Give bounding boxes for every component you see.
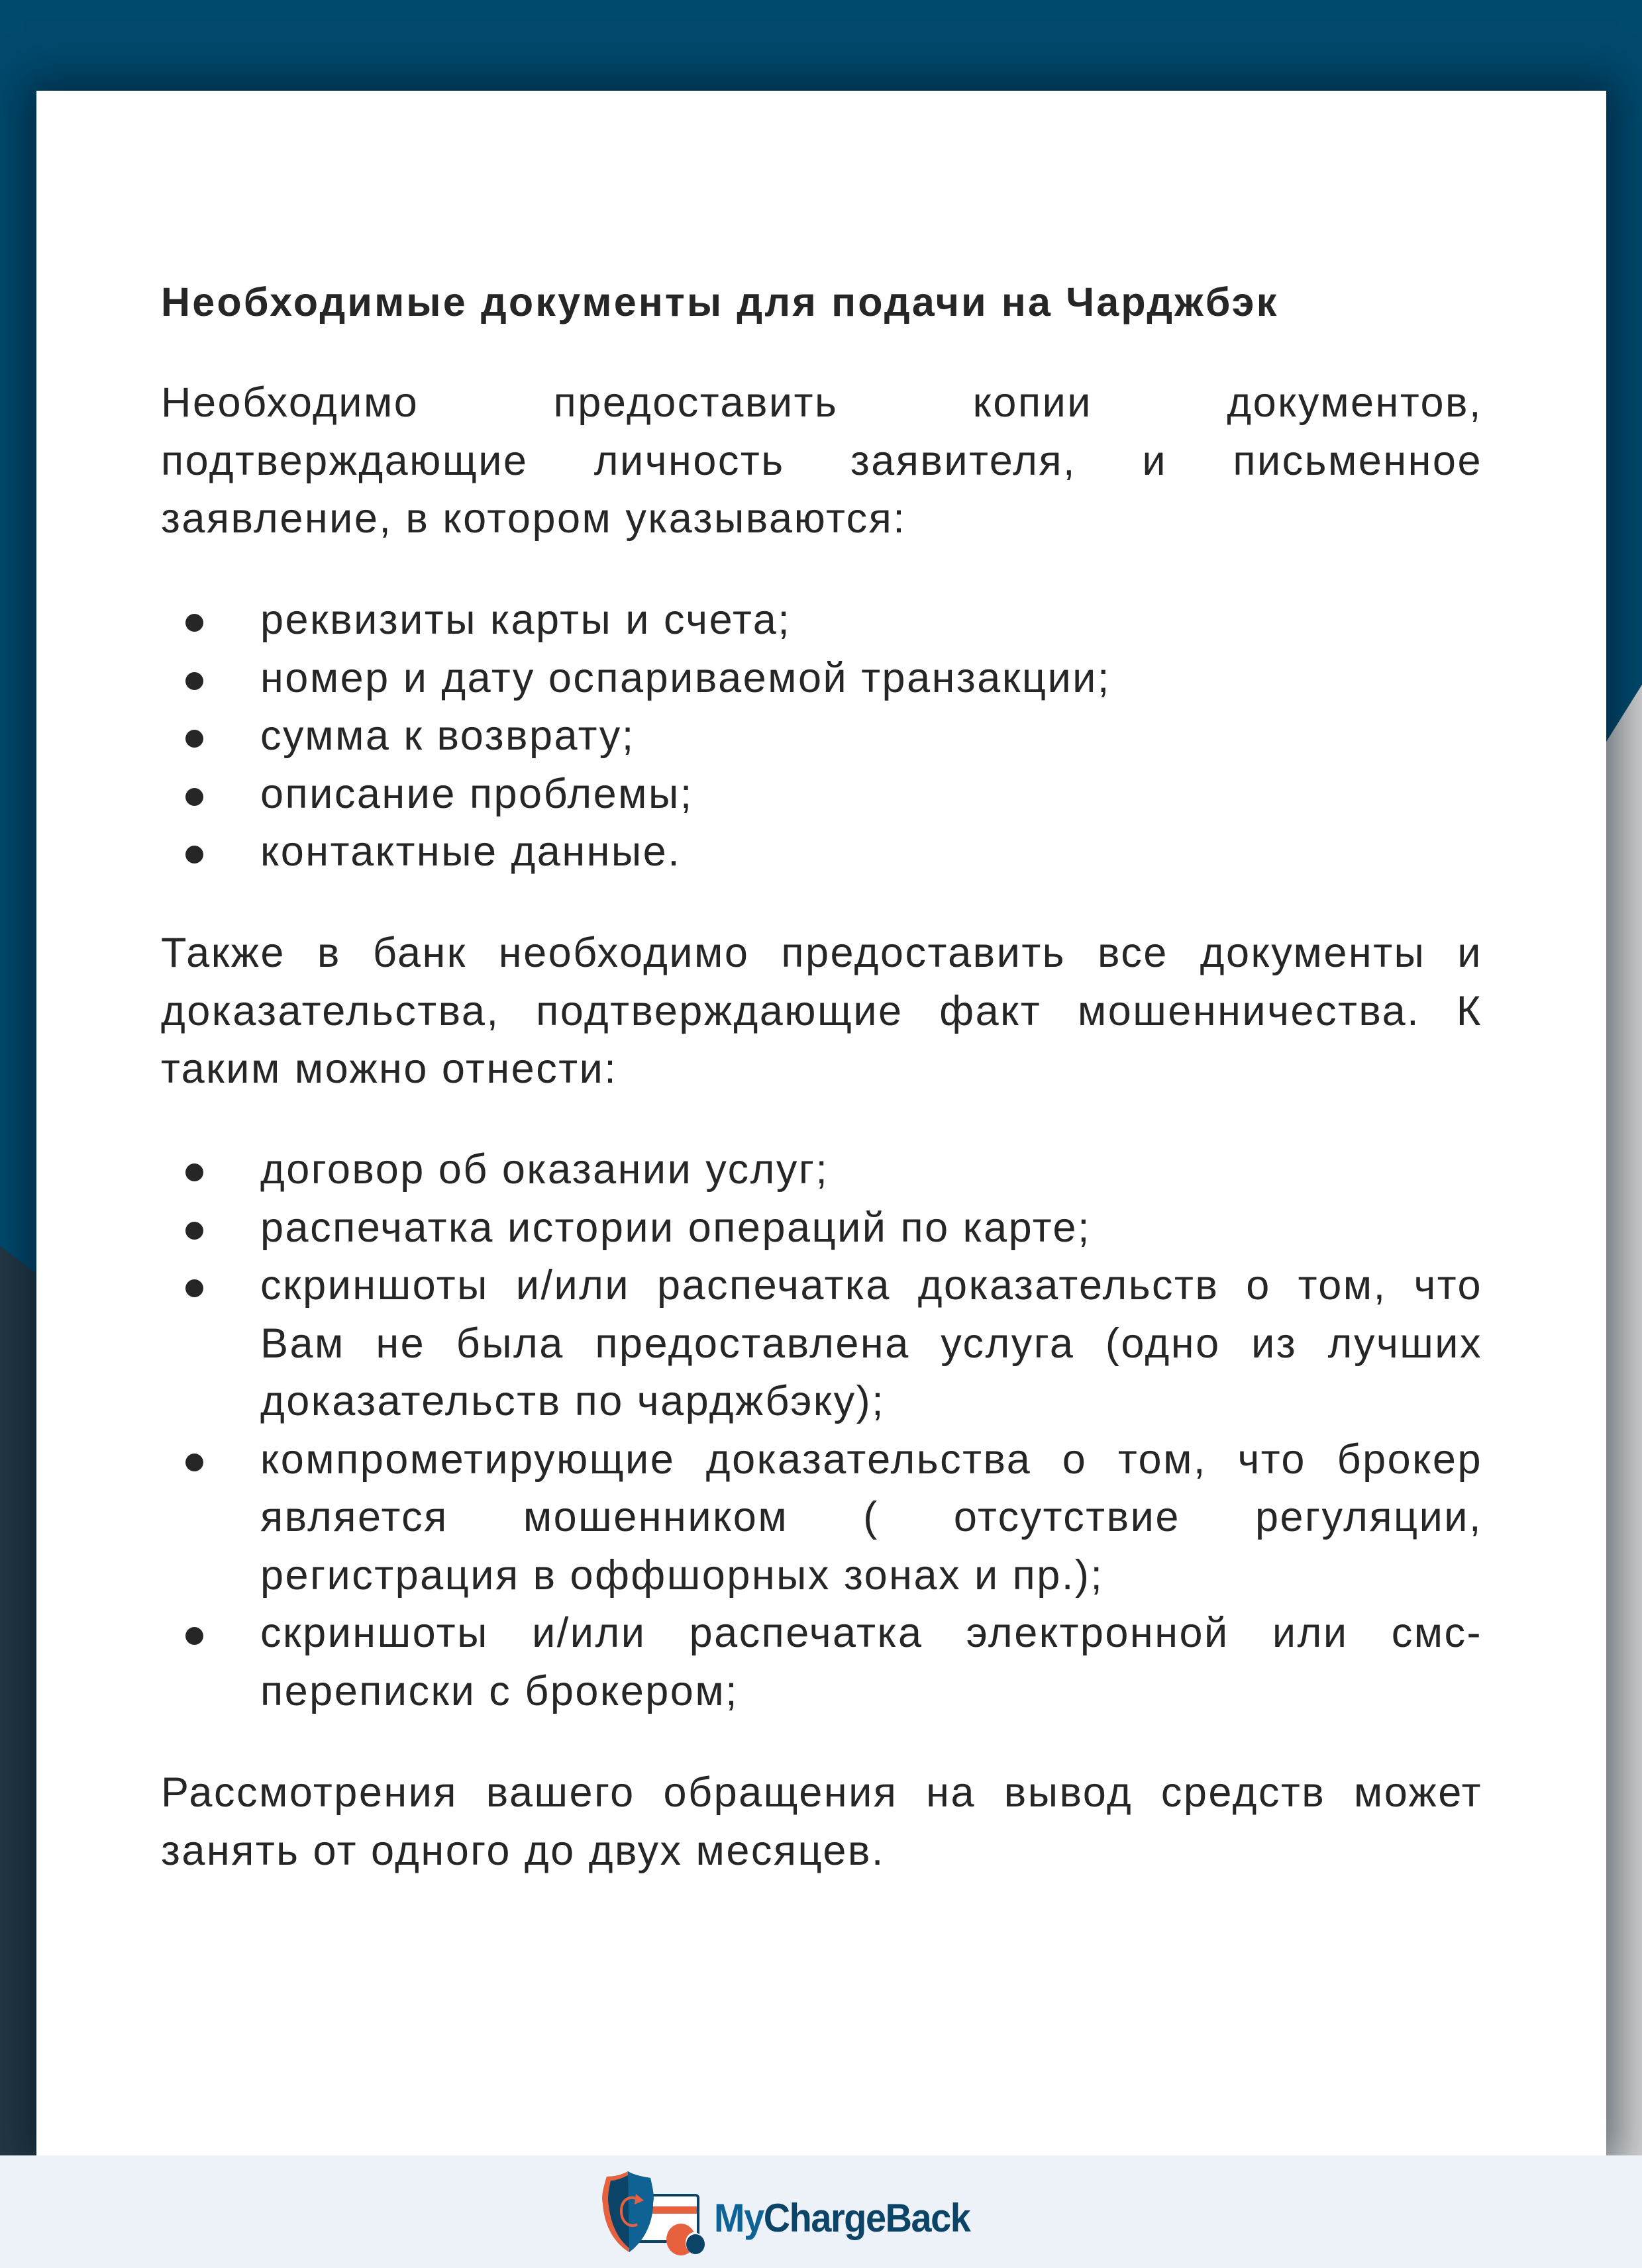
list-item xyxy=(161,765,1482,824)
paragraph-intro xyxy=(161,374,1482,548)
text-line: скриншоты и/или распечатка доказательств о том, что xyxy=(260,1262,1482,1308)
list-item xyxy=(161,650,1482,708)
text-line: Необходимо предоставить копии документов, xyxy=(161,379,1482,426)
bullet-icon xyxy=(185,672,203,690)
text-line: контактные данные. xyxy=(260,828,682,875)
brand-name-main: ChargeBack xyxy=(763,2196,970,2240)
bullet-icon xyxy=(185,846,203,863)
bullet-icon xyxy=(185,1627,203,1645)
text-line: реквизиты карты и счета; xyxy=(260,597,792,643)
brand-logo xyxy=(0,2155,1642,2268)
text-line: Также в банк необходимо предоставить все документы и xyxy=(161,930,1482,976)
document-heading: Необходимые документы для подачи на Чарджбэк xyxy=(161,279,1279,324)
paragraph-timeline xyxy=(161,1764,1482,1880)
text-line: Вам не была предоставлена услуга (одно из лучших xyxy=(260,1320,1482,1367)
brand-name xyxy=(714,2195,970,2242)
paragraph-evidence xyxy=(161,924,1482,1099)
text-line: Рассмотрения вашего обращения на вывод средств может xyxy=(161,1769,1482,1816)
text-line: номер и дату оспариваемой транзакции; xyxy=(260,654,1111,701)
bullet-icon xyxy=(185,1163,203,1181)
list-item xyxy=(161,1431,1482,1605)
brand-name-prefix: My xyxy=(714,2196,764,2240)
bullet-icon xyxy=(185,1279,203,1297)
list-item xyxy=(161,707,1482,765)
text-line: подтверждающие личность заявителя, и письменное xyxy=(161,437,1482,484)
required-details-list xyxy=(161,591,1482,881)
list-item xyxy=(161,823,1482,881)
bullet-icon xyxy=(185,1454,203,1471)
list-item xyxy=(161,1257,1482,1431)
list-item xyxy=(161,1604,1482,1720)
text-line: заявление, в котором указываются: xyxy=(161,495,907,542)
list-item xyxy=(161,1141,1482,1199)
shield-card-logo-icon xyxy=(597,2170,711,2256)
text-line: доказательства, подтверждающие факт мошенничества. К xyxy=(161,987,1482,1034)
text-line: описание проблемы; xyxy=(260,770,693,817)
text-line: регистрация в оффшорных зонах и пр.); xyxy=(260,1552,1104,1599)
text-line: таким можно отнести: xyxy=(161,1046,618,1092)
text-line: компрометирующие доказательства о том, что брокер xyxy=(260,1436,1482,1483)
text-line: является мошенником ( отсутствие регуляции, xyxy=(260,1494,1482,1540)
footer-bar xyxy=(0,2155,1642,2268)
text-line: занять от одного до двух месяцев. xyxy=(161,1827,885,1874)
bullet-icon xyxy=(185,788,203,806)
bullet-icon xyxy=(185,730,203,748)
list-item xyxy=(161,591,1482,650)
text-line: доказательств по чарджбэку); xyxy=(260,1378,886,1424)
text-line: переписки с брокером; xyxy=(260,1667,739,1714)
bullet-icon xyxy=(185,1222,203,1240)
text-line: договор об оказании услуг; xyxy=(260,1146,829,1193)
list-item xyxy=(161,1199,1482,1257)
text-line: сумма к возврату; xyxy=(260,713,635,759)
bullet-icon xyxy=(185,614,203,632)
evidence-list xyxy=(161,1141,1482,1720)
text-line: скриншоты и/или распечатка электронной или смс- xyxy=(260,1610,1482,1656)
text-line: распечатка истории операций по карте; xyxy=(260,1204,1091,1251)
